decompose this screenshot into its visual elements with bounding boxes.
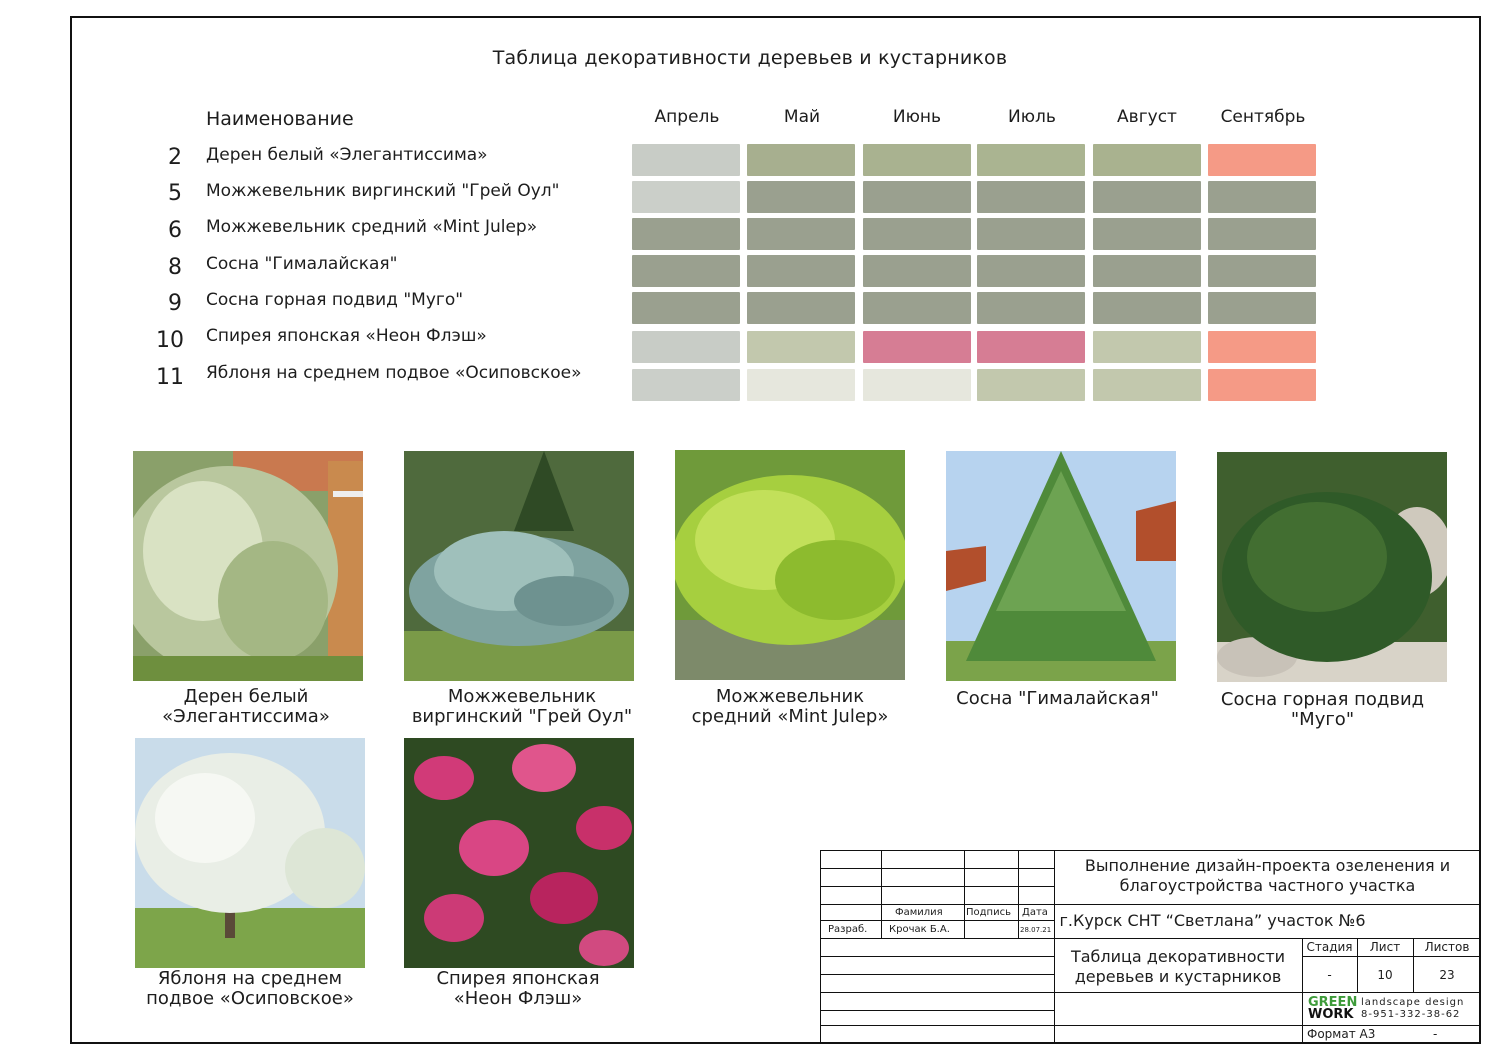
decor-cell xyxy=(1093,255,1201,287)
photo-juniper-grey-owl xyxy=(404,451,634,681)
decor-cell xyxy=(632,255,740,287)
decor-cell xyxy=(632,181,740,213)
photo-deren xyxy=(133,451,363,681)
decor-cell xyxy=(1093,331,1201,363)
row-number: 2 xyxy=(168,145,182,170)
decor-cell xyxy=(1208,144,1316,176)
photo-caption: Можжевельник средний «Mint Julep» xyxy=(691,686,889,727)
decor-cell xyxy=(747,369,855,401)
photo-juniper-mint-julep xyxy=(675,450,905,680)
decor-cell xyxy=(632,292,740,324)
decor-cell xyxy=(977,218,1085,250)
date-column-label: Дата xyxy=(1022,907,1048,918)
decor-cell xyxy=(863,144,971,176)
photo-spiraea xyxy=(404,738,634,968)
decor-cell xyxy=(632,369,740,401)
row-number: 5 xyxy=(168,181,182,206)
logo-tagline: landscape design xyxy=(1361,997,1465,1008)
decor-cell xyxy=(1208,255,1316,287)
decor-cell xyxy=(747,331,855,363)
project-title: Выполнение дизайн-проекта озеленения и благоустройства частного участка xyxy=(1084,856,1451,895)
decor-cell xyxy=(863,369,971,401)
decor-cell xyxy=(747,218,855,250)
sheets-value: 23 xyxy=(1439,968,1455,982)
sheet-title: Таблица декоративности деревьев и кустарников xyxy=(1070,947,1286,986)
decor-cell xyxy=(863,255,971,287)
row-plant-name: Можжевельник виргинский "Грей Оул" xyxy=(206,181,560,201)
logo-green: GREEN xyxy=(1308,995,1358,1010)
surname-column-label: Фамилия xyxy=(895,907,943,918)
photo-pine-himalayan xyxy=(946,451,1176,681)
decor-cell xyxy=(632,218,740,250)
month-header-september: Сентябрь xyxy=(1220,107,1306,127)
photo-caption: Спирея японская «Неон Флэш» xyxy=(436,968,600,1009)
sheet-label: Лист xyxy=(1369,940,1401,954)
decor-cell xyxy=(1093,181,1201,213)
format-value: - xyxy=(1433,1027,1438,1041)
stage-value: - xyxy=(1327,968,1332,982)
role-label: Разраб. xyxy=(828,924,868,935)
photo-caption: Сосна горная подвид "Муго" xyxy=(1220,689,1425,730)
month-header-may: Май xyxy=(783,107,821,127)
month-header-july: Июль xyxy=(1008,107,1056,127)
month-header-april: Апрель xyxy=(654,107,720,127)
sheets-label: Листов xyxy=(1424,940,1470,954)
row-plant-name: Можжевельник средний «Mint Julep» xyxy=(206,217,538,237)
decor-cell xyxy=(1093,292,1201,324)
sheet-value: 10 xyxy=(1377,968,1393,982)
row-number: 8 xyxy=(168,255,182,280)
photo-apple-tree xyxy=(135,738,365,968)
photo-caption: Можжевельник виргинский "Грей Оул" xyxy=(411,686,633,727)
developer-name: Крочак Б.А. xyxy=(889,924,950,935)
photo-pine-mugo xyxy=(1217,452,1447,682)
decor-cell xyxy=(747,181,855,213)
stage-label: Стадия xyxy=(1306,940,1353,954)
photo-caption: Яблоня на среднем подвое «Осиповское» xyxy=(146,968,354,1009)
row-number: 10 xyxy=(156,328,184,353)
decor-cell xyxy=(977,181,1085,213)
decor-cell xyxy=(1093,369,1201,401)
row-number: 11 xyxy=(156,365,184,390)
row-plant-name: Спирея японская «Неон Флэш» xyxy=(206,326,487,346)
decor-cell xyxy=(1208,292,1316,324)
decor-cell xyxy=(977,292,1085,324)
decor-cell xyxy=(977,331,1085,363)
signature-column-label: Подпись xyxy=(966,907,1011,918)
decor-cell xyxy=(977,255,1085,287)
photo-caption: Дерен белый «Элегантиссима» xyxy=(162,686,330,727)
decor-cell xyxy=(863,331,971,363)
row-plant-name: Сосна "Гималайская" xyxy=(206,254,398,274)
logo-work: WORK xyxy=(1308,1007,1354,1022)
row-plant-name: Яблоня на среднем подвое «Осиповское» xyxy=(206,363,582,383)
month-header-august: Август xyxy=(1117,107,1177,127)
row-number: 6 xyxy=(168,218,182,243)
decor-cell xyxy=(977,369,1085,401)
development-date: 28.07.21 xyxy=(1020,926,1052,934)
decor-cell xyxy=(863,218,971,250)
row-number: 9 xyxy=(168,291,182,316)
logo-phone: 8-951-332-38-62 xyxy=(1361,1009,1461,1020)
decor-cell xyxy=(977,144,1085,176)
decor-cell xyxy=(1208,181,1316,213)
row-plant-name: Сосна горная подвид "Муго" xyxy=(206,290,464,310)
name-column-header: Наименование xyxy=(206,108,354,130)
decor-cell xyxy=(1093,144,1201,176)
decor-cell xyxy=(1093,218,1201,250)
row-plant-name: Дерен белый «Элегантиссима» xyxy=(206,145,488,165)
decor-cell xyxy=(747,292,855,324)
decor-cell xyxy=(1208,331,1316,363)
decor-cell xyxy=(1208,369,1316,401)
project-location: г.Курск СНТ “Светлана” участок №6 xyxy=(1059,911,1366,930)
decor-cell xyxy=(632,144,740,176)
decor-cell xyxy=(863,181,971,213)
decor-cell xyxy=(747,255,855,287)
decor-cell xyxy=(863,292,971,324)
decor-cell xyxy=(632,331,740,363)
decor-cell xyxy=(1208,218,1316,250)
page-title: Таблица декоративности деревьев и кустарников xyxy=(492,47,1008,69)
month-header-june: Июнь xyxy=(892,107,942,127)
photo-caption: Сосна "Гималайская" xyxy=(956,688,1159,709)
format-label: Формат А3 xyxy=(1307,1027,1376,1041)
decor-cell xyxy=(747,144,855,176)
